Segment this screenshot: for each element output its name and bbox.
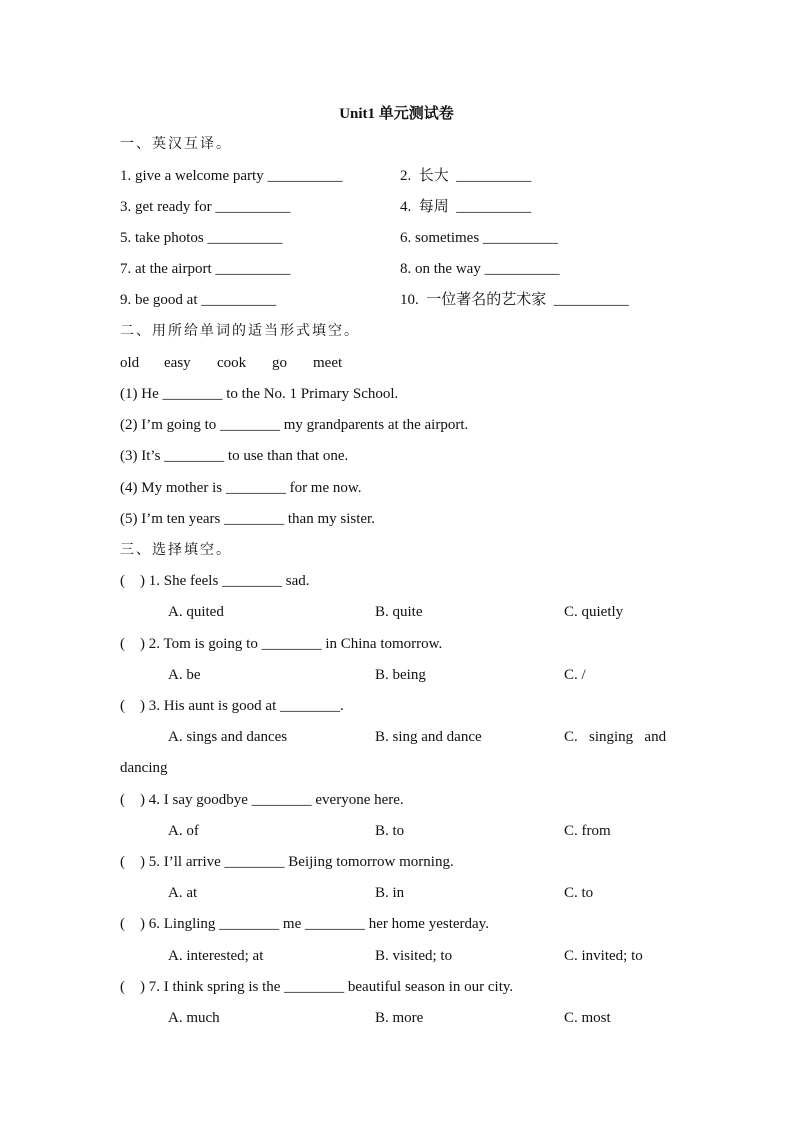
s3-q6-option-c: C. invited; to [564, 948, 643, 964]
s1-item-10: 10. 一位著名的艺术家 __________ [400, 292, 629, 308]
s3-q1-option-c: C. quietly [564, 604, 624, 620]
s3-question-4: ( ) 4. I say goodbye ________ everyone here. [120, 792, 404, 808]
s2-item-2: (2) I’m going to ________ my grandparents at the airport. [120, 417, 469, 433]
s1-item-5: 5. take photos __________ [120, 230, 283, 246]
s3-q5-option-a: A. at [168, 885, 198, 901]
s3-q4-option-c: C. from [564, 823, 611, 839]
s1-item-6: 6. sometimes __________ [400, 230, 558, 246]
s1-item-7: 7. at the airport __________ [120, 261, 291, 277]
s3-q3-option-c-continued: dancing [120, 760, 168, 776]
s3-q3-option-c: C. singing and [564, 729, 667, 745]
s3-question-5: ( ) 5. I’ll arrive ________ Beijing tomorrow morning. [120, 854, 454, 870]
word-bank-old: old [120, 355, 140, 371]
s3-question-6: ( ) 6. Lingling ________ me ________ her home yesterday. [120, 916, 489, 932]
s3-q1-option-a: A. quited [168, 604, 224, 620]
s3-q3-option-a: A. sings and dances [168, 729, 288, 745]
s3-q3-option-b: B. sing and dance [375, 729, 482, 745]
s1-item-2: 2. 长大 __________ [400, 168, 532, 184]
s3-question-2: ( ) 2. Tom is going to ________ in China tomorrow. [120, 636, 443, 652]
s3-q4-option-b: B. to [375, 823, 405, 839]
s3-q5-option-c: C. to [564, 885, 594, 901]
s3-q6-option-b: B. visited; to [375, 948, 453, 964]
s3-question-3: ( ) 3. His aunt is good at ________. [120, 698, 344, 714]
page-title: Unit1 单元测试卷 [339, 106, 454, 122]
s3-q7-option-c: C. most [564, 1010, 611, 1026]
s3-question-1: ( ) 1. She feels ________ sad. [120, 573, 310, 589]
s3-q2-option-c: C. / [564, 667, 586, 683]
s1-item-4: 4. 每周 __________ [400, 199, 532, 215]
s2-item-5: (5) I’m ten years ________ than my sister. [120, 511, 375, 527]
s3-q2-option-a: A. be [168, 667, 201, 683]
s3-q6-option-a: A. interested; at [168, 948, 264, 964]
word-bank-cook: cook [217, 355, 247, 371]
s1-item-1: 1. give a welcome party __________ [120, 168, 343, 184]
s1-item-9: 9. be good at __________ [120, 292, 277, 308]
word-bank-easy: easy [164, 355, 191, 371]
s3-q5-option-b: B. in [375, 885, 405, 901]
section2-heading: 二、用所给单词的适当形式填空。 [120, 323, 360, 339]
s3-q4-option-a: A. of [168, 823, 199, 839]
s3-q2-option-b: B. being [375, 667, 426, 683]
s3-q7-option-b: B. more [375, 1010, 424, 1026]
s1-item-8: 8. on the way __________ [400, 261, 560, 277]
s3-q1-option-b: B. quite [375, 604, 423, 620]
s3-question-7: ( ) 7. I think spring is the ________ beautiful season in our city. [120, 979, 514, 995]
word-bank-meet: meet [313, 355, 343, 371]
s2-item-3: (3) It’s ________ to use than that one. [120, 448, 349, 464]
section1-heading: 一、英汉互译。 [120, 136, 232, 152]
section3-heading: 三、选择填空。 [120, 542, 232, 558]
s2-item-1: (1) He ________ to the No. 1 Primary School. [120, 386, 399, 402]
s3-q7-option-a: A. much [168, 1010, 220, 1026]
word-bank-go: go [272, 355, 287, 371]
s2-item-4: (4) My mother is ________ for me now. [120, 480, 362, 496]
s1-item-3: 3. get ready for __________ [120, 199, 291, 215]
